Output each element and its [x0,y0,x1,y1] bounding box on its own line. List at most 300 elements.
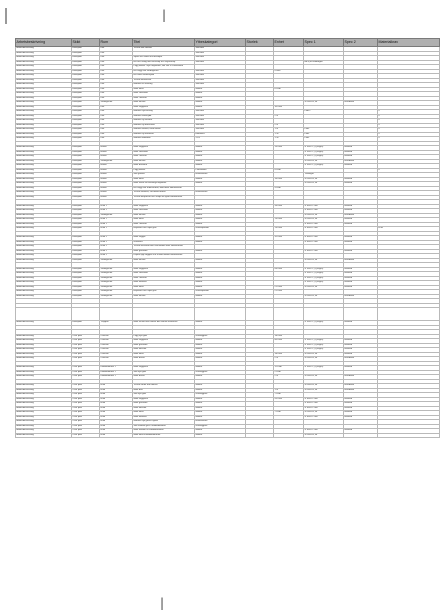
table-cell: Helmatt [344,204,378,209]
table-cell: Kök [100,51,133,56]
table-cell: Entréplan [72,236,100,241]
table-cell: Målare [195,159,246,164]
table-cell: Målare [195,411,246,416]
column-header: Ytbeskategori [195,39,246,47]
table-cell: Hallen [100,191,133,196]
table-cell: 1 st [274,128,304,133]
table-cell: Måla golvlister [133,249,195,254]
column-header: Storlek [246,39,274,47]
table-cell: Hallen [100,164,133,169]
table-cell: Måla golvlister [133,402,195,407]
table-cell: Kök [100,83,133,88]
table-cell: S 1002-Y, (Ljusgrå) [304,272,344,277]
table-cell: 7 Kvm [274,393,304,398]
table-cell: Målare [195,406,246,411]
column-header: Materialkrav [378,39,440,47]
table-cell: Målare [195,222,246,227]
table-cell: Målare [195,105,246,110]
table-cell: Arbetsbeskrivning [16,281,72,286]
table-cell: Helmatt [344,406,378,411]
table-cell: Helmatt [344,415,378,420]
table-cell: S 1002-Y, (Ljusgrå) [304,146,344,151]
table-cell: Målare [195,375,246,380]
table-cell: Målare [195,384,246,389]
table-cell: Arbetsbeskrivning [16,388,72,393]
table-cell: Kök [100,132,133,137]
table-cell: Rum [100,397,133,402]
table-cell: Arbetsbeskrivning [16,146,72,151]
table-cell: Arbetsbeskrivning [16,384,72,389]
table-cell: Arbetsbeskrivning [16,397,72,402]
table-cell: Arbetsbeskrivning [16,222,72,227]
table-cell: Målare [195,267,246,272]
table-cell: Övre plan [72,334,100,339]
table-cell: Måla Golvlister [133,150,195,155]
table-cell: Måla väggarna [133,105,195,110]
table-cell: Måla taket [133,411,195,416]
table-cell: Halvblank [344,384,378,389]
table-cell: Övre plan [72,402,100,407]
table-cell: Entréplan [72,101,100,106]
table-cell: Lans [304,128,344,133]
table-cell: Ta bort dörrposter och skapa ett fynte Hantverkare [133,195,195,200]
table-cell: Entréplan [72,213,100,218]
table-cell: Övervall [100,357,133,362]
table-cell: 44 Kvm [274,267,304,272]
table-cell: Arbetsbeskrivning [16,245,72,250]
table-cell: Måla taket [133,218,195,223]
table-cell: Övre plan [72,339,100,344]
table-cell: Trappan [100,321,133,326]
table-cell: Arbetsbeskrivning [16,209,72,214]
table-cell: Rum 2 [100,245,133,250]
table-cell: Måla dörr [133,388,195,393]
table-cell: Målare [195,96,246,101]
table-cell: Målare [195,236,246,241]
table-cell: Målare [195,348,246,353]
table-cell: Måla fönster [133,101,195,106]
table-cell: Målare [195,429,246,434]
table-cell: Måla väggarna [133,339,195,344]
table-cell: Lägg klinker i nya utrymmen, där ska vi Plattsättare [133,65,195,70]
table-cell: S 1002-Y, (Ljusgrå) [304,150,344,155]
table-cell: Rum [100,406,133,411]
table-cell: Arbetsbeskrivning [16,56,72,61]
table-cell: Halvblank [344,294,378,299]
table-cell: Montera ev overtag [133,83,195,88]
table-cell: Rum [100,384,133,389]
header-row [16,39,440,47]
table-cell: Kök [100,60,133,65]
table-cell: Målare [195,258,246,263]
table-cell: Snickare [195,78,246,83]
table-cell: Vardagsrum [100,281,133,286]
table-cell: Måla dörrar [133,357,195,362]
table-cell: Lamt? [304,110,344,115]
table-cell: Klädkammare 1 [100,366,133,371]
table-cell: Övervall [100,339,133,344]
table-cell: Snickare [195,56,246,61]
table-cell: Rum [100,424,133,429]
table-cell: Arbetsbeskrivning [16,357,72,362]
table-cell: Övre plan [72,429,100,434]
table-cell: S 3005-Y20R [304,397,344,402]
table-cell: x [378,110,440,115]
table-cell: Arbetsbeskrivning [16,101,72,106]
table-cell: Rum 1 [100,227,133,232]
table-cell: Arbetsbeskrivning [16,339,72,344]
table-cell: Helmatt [344,209,378,214]
table-cell: Helmatt [344,146,378,151]
table-cell: Entréplan [72,227,100,232]
table-cell: Entréplan [72,245,100,250]
column-header: Skikt [72,39,100,47]
table-cell: Målare [195,182,246,187]
table-cell: S 3005-Y20R [304,227,344,232]
table-cell: 21 Kvm [274,290,304,295]
table-cell: Entréplan [72,78,100,83]
table-cell: Dopna upp väggen och ta bort dörren Hantverkare [133,254,195,259]
table-cell: Målare [195,281,246,286]
table-cell: Montera nyt golvar hyllan [133,420,195,425]
table-cell: Arbetsbeskrivning [16,137,72,142]
table-cell: Målare [195,402,246,407]
table-cell [72,308,100,321]
table-cell: Halvblank [344,101,378,106]
table-cell: Arbetsbeskrivning [16,182,72,187]
table-cell: Måla taket [133,87,195,92]
table-cell: Övre plan [72,370,100,375]
table-cell: Entréplan [72,83,100,88]
table-cell: Arbetsbeskrivning [16,415,72,420]
table-cell: Entréplan [72,119,100,124]
table-cell: Snickare [195,114,246,119]
table-cell: Arbetsbeskrivning [16,321,72,326]
table-cell: Arbetsbeskrivning [16,290,72,295]
table-cell: Arbetsbeskrivning [16,370,72,375]
table-cell: S 0500-N, vit [304,357,344,362]
table-cell: Måla taket inklädkammaren [133,433,195,438]
table-cell: Sätt nytt golv [133,393,195,398]
table-cell [274,308,304,321]
table-cell: Kök [100,119,133,124]
column-header: Rum [100,39,133,47]
table-cell: Arbetsbeskrivning [16,272,72,277]
table-cell: Entréplan [72,110,100,115]
table-cell: Arbetsbeskrivning [16,119,72,124]
table-cell: Hallen [100,155,133,160]
table-cell: Entréplan [72,137,100,142]
table-cell: 2 st [274,375,304,380]
table-cell: x [378,128,440,133]
table-cell: Målare [195,240,246,245]
table-cell: Målare [195,87,246,92]
table-cell: Helmatt [344,411,378,416]
table-cell: Entréplan [72,128,100,133]
table-cell: Rum [100,433,133,438]
table-cell: Golvläggare [195,370,246,375]
table-cell: Lans [304,137,344,142]
table-cell: Arbetsbeskrivning [16,87,72,92]
table-cell: S 1002-Y, (Ljusgrå) [304,343,344,348]
table-cell [304,308,344,321]
table-cell: Arbetsbeskrivning [16,213,72,218]
table-cell: x [378,168,440,173]
table-cell: Kök [100,56,133,61]
table-cell: Montera blandare [133,137,195,142]
table-cell: x [378,132,440,137]
table-cell: Arbetsbeskrivning [16,51,72,56]
table-cell: 5 Kvm [274,186,304,191]
table-cell: Entréplan [72,182,100,187]
table-cell: ETA [378,227,440,232]
table-cell: Golvläggare [195,424,246,429]
table-cell: Entréplan [72,258,100,263]
table-cell: Golvläggare [195,334,246,339]
table-cell: Montera ny vitvaror [133,119,195,124]
table-cell: Snickare [195,83,246,88]
table-cell: Målare [195,285,246,290]
table-cell: Rum 2 [100,240,133,245]
table-cell: Helmatt [344,218,378,223]
table-cell: Vardagsrum [100,159,133,164]
table-cell: Hantverkare [195,191,246,196]
table-cell: S 1002-Y, (Ljusgrå) [304,164,344,169]
table-cell: Kök [100,74,133,79]
table-cell: 1 St [274,132,304,137]
table-cell: Målare [195,276,246,281]
table-cell: Montera ny bänkskiva [133,123,195,128]
table-cell: Hantverkare [195,420,246,425]
table-cell: Entréplan [72,173,100,178]
table-cell: x [378,114,440,119]
table-cell: Arbetsbeskrivning [16,128,72,133]
table-cell: S 1002-Y, (Ljusgrå) [304,366,344,371]
table-cell: 11 Kvm [274,366,304,371]
table-cell: Vardagsrum [100,213,133,218]
table-cell: Arbetsbeskrivning [16,150,72,155]
table-cell: Snickare [195,51,246,56]
table-cell: Måla Golvlister [133,209,195,214]
table-cell: Entréplan [72,69,100,74]
table-cell: Arbetsbeskrivning [16,352,72,357]
table-cell: Entréplan [72,209,100,214]
table-cell: Snickare [195,119,246,124]
table-cell: S 1002-Y, (Ljusgrå) [304,276,344,281]
table-cell: Måla taket [133,285,195,290]
table-cell: S 0500-N, vit [304,159,344,164]
table-cell: Halvblank [344,159,378,164]
table-cell: Rum [100,415,133,420]
table-cell: Målare [195,294,246,299]
table-cell: Målare [195,92,246,97]
table-cell: Helmatt [344,321,378,326]
table-cell: Måla Taklister [133,155,195,160]
table-cell: Helmatt [344,343,378,348]
table-cell: S 1002-Y, (Ljusgrå) [304,267,344,272]
table-cell: Helmatt [344,352,378,357]
table-cell: 13 Kvm [274,218,304,223]
table-cell: Helmatt [344,155,378,160]
table-cell: Arbetsbeskrivning [16,69,72,74]
table-cell: Entréplan [72,191,100,196]
table-cell: Rum 2 [100,254,133,259]
table-cell: Hallen [100,195,133,200]
table-cell: Kök [100,105,133,110]
table-cell: Måla räcket men lämna den mörka trälistarna [133,321,195,326]
table-cell: Helmatt [344,272,378,277]
table-cell: Arbetsbeskrivning [16,249,72,254]
table-cell: Kök [100,69,133,74]
table-cell: Snickare [195,47,246,52]
table-cell: Helmatt [344,236,378,241]
table-cell: Plattsättare [195,168,246,173]
table-cell: S 3005-Y20R [304,406,344,411]
table-cell: Entréplan [72,92,100,97]
table-cell: Arbetsbeskrivning [16,195,72,200]
table-cell: Rum [100,411,133,416]
table-cell: Helmatt [344,150,378,155]
table-cell: Arbetsbeskrivning [16,267,72,272]
table-cell: Kök [100,47,133,52]
table-cell: Rum 1 [100,218,133,223]
table-cell: Övre plan [72,348,100,353]
table-cell: Rum [100,388,133,393]
table-cell: Kök [100,110,133,115]
table-cell: Kök [100,65,133,70]
table-cell: Arbetsbeskrivning [16,424,72,429]
table-cell: Målare [195,339,246,344]
table-body [16,47,440,438]
table-cell: Entréplan [72,177,100,182]
table-cell: Målare [195,433,246,438]
table-cell: Måla dörrarna [133,164,195,169]
table-cell: x [378,119,440,124]
table-cell: S 0500-N, vit [304,433,344,438]
table-cell: Måla Taklister [133,96,195,101]
table-cell: Arbetsbeskrivning [16,285,72,290]
table-cell: Helmatt [344,164,378,169]
table-cell: Montera fläkskydd [133,114,195,119]
table-cell: Arbetsbeskrivning [16,164,72,169]
table-cell [100,308,133,321]
table-cell: Entréplan [72,267,100,272]
table-cell: 4 Kvm [274,168,304,173]
table-cell: Målare [195,272,246,277]
table-cell: Entréplan [72,164,100,169]
table-cell: 18 Kvm [274,334,304,339]
table-cell: x [378,123,440,128]
table-cell: Helmatt [344,429,378,434]
table-cell: Övre plan [72,393,100,398]
table-cell: Entréplan [72,222,100,227]
table-cell: Hallen [100,150,133,155]
table-cell: S 0500-N, vit [304,101,344,106]
table-cell: Arbetsbeskrivning [16,420,72,425]
table-cell: Arbetsbeskrivning [16,204,72,209]
table-cell: Måla taket [133,352,195,357]
table-cell: Måla taket [133,177,195,182]
table-cell: Hallen [100,146,133,151]
table-cell: S 0500-N, vit [304,388,344,393]
table-cell: Arbetsbeskrivning [16,366,72,371]
crop-mark-bottom: | [160,596,165,610]
table-cell [344,308,378,321]
table-cell: Måla fönster [133,294,195,299]
table-cell: Målare [195,204,246,209]
table-cell: Helmatt [344,397,378,402]
table-cell: Rum 1 [100,222,133,227]
table-cell: Golvreparatör [195,290,246,295]
column-header: Enhet [274,39,304,47]
table-cell: Reparera och slipa golv [133,290,195,295]
table-cell: Övre plan [72,424,100,429]
table-cell: Entréplan [72,74,100,79]
table-cell: Övre plan [72,343,100,348]
table-cell: Målare [195,218,246,223]
table-cell: Målare [195,164,246,169]
table-cell: Entréplan [72,254,100,259]
table-cell: S 0500-N, vit [304,182,344,187]
table-cell: Helmatt [344,348,378,353]
table-cell [246,433,274,438]
table-cell: Entréplan [72,56,100,61]
table-cell: 10 Kvm [274,105,304,110]
table-cell: Entréplan [72,195,100,200]
table-cell: Klädkammare 1 [100,375,133,380]
table-cell: Helmatt [344,339,378,344]
table-cell: Entréplan [72,204,100,209]
table-cell: Entréplan [72,105,100,110]
table-cell: Övre plan [72,411,100,416]
table-cell: 32 Kvm [274,236,304,241]
table-cell: S 0500-N, vit [304,285,344,290]
table-cell: Vardagsrum [100,267,133,272]
table-cell: Övre plan [72,406,100,411]
table-cell: Måla väggarna [133,366,195,371]
table-cell: Snickare [195,110,246,115]
table-cell: Arbetsbeskrivning [16,276,72,281]
table-cell: 13 Kvm [274,227,304,232]
table-cell: Trälanget [304,173,344,178]
table-cell: Arbetsbeskrivning [16,96,72,101]
table-cell: Halvblank [344,213,378,218]
table-cell: Arbetsbeskrivning [16,60,72,65]
table-cell: Övervall [100,334,133,339]
table-cell: Riv vägg mot arbetsrumm, bidz denn Hantverkare [133,186,195,191]
table-cell: Kök [100,114,133,119]
table-cell: Entréplan [72,155,100,160]
table-cell: Övre plan [72,397,100,402]
table-cell: Arbetsbeskrivning [16,402,72,407]
table-cell: Halvblank [344,388,378,393]
table-cell: Arbetsbeskrivning [16,47,72,52]
table-cell: Entréplan [72,186,100,191]
table-cell: Målare [195,357,246,362]
table-cell: Helmatt [344,285,378,290]
table-cell: Måla element [133,415,195,420]
table-cell: Arbetsbeskrivning [16,393,72,398]
table-cell: 33 Kvm [274,204,304,209]
table-cell: Måla Taklister [133,222,195,227]
table-cell: Arbetsbeskrivning [16,177,72,182]
table-cell: 15 Kvm [274,146,304,151]
table-cell: Arbetsbeskrivning [16,65,72,70]
table-cell: Hallen [100,173,133,178]
table-cell: Vardagsrum [100,285,133,290]
table-cell: Målare [195,366,246,371]
table-cell: Klädkammare 1 [100,370,133,375]
